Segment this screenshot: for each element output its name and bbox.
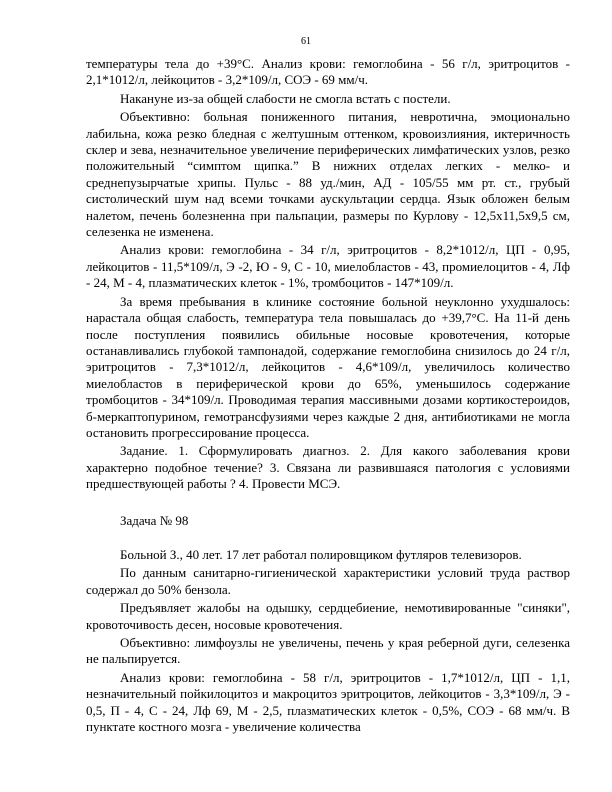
paragraph: За время пребывания в клинике состояние больной неуклонно ухудшалось: нарастала общая слабость, температура тела повышалась до +39,7°С. На 11-й день после поступления появились обильные носовые кровотечения, которые останавливались глубокой тампонадой, содержание гемоглобина снизилось до 24 г/л, эритроцитов - 7,3*1012/л, лейкоцитов - 4,6*109/л, увеличилось количество миелобластов в периферической крови до 65%, уменьшилось содержание тромбоцитов - 34*109/л. Проводимая терапия массивными дозами кортикостероидов, б-меркаптопурином, гемотрансфузиями через каждые 2 дня, антибиотиками не могла остановить прогрессирование процесса. <box>86 293 570 440</box>
paragraph: Анализ крови: гемоглобина - 34 г/л, эритроцитов - 8,2*1012/л, ЦП - 0,95, лейкоцитов - 11,5*109/л, Э -2, Ю - 9, С - 10, миелобластов - 43, промиелоцитов - 4, Лф - 24, М - 4, плазматических клеток - 1%, тромбоцитов - 147*109/л. <box>86 242 570 291</box>
paragraph: Больной З., 40 лет. 17 лет работал полировщиком футляров телевизоров. <box>120 546 522 562</box>
paragraph: Объективно: лимфоузлы не увеличены, печень у края реберной дуги, селезенка не пальпируется. <box>86 635 570 667</box>
task-heading: Задача № 98 <box>120 512 189 528</box>
paragraph-continuation: температуры тела до +39°С. Анализ крови: гемоглобина - 56 г/л, эритроцитов - 2,1*1012/л, лейкоцитов - 3,2*109/л, СОЭ - 69 мм/ч. <box>86 56 570 88</box>
page-content <box>86 56 570 737</box>
paragraph: Накануне из-за общей слабости не смогла встать с постели. <box>120 90 451 106</box>
task-assignment: Задание. 1. Сформулировать диагноз. 2. Для какого заболевания крови характерно подобное течение? 3. Связана ли развившаяся патология с условиями предшествующей работы ? 4. Провести МСЭ. <box>86 443 570 492</box>
paragraph: Анализ крови: гемоглобина - 58 г/л, эритроцитов - 1,7*1012/л, ЦП - 1,1, незначительный пойкилоцитоз и макроцитоз эритроцитов, лейкоцитов - 3,3*109/л, Э - 0,5, П - 4, С - 24, Лф 69, М - 2,5, плазматических клеток - 0,5%, СОЭ - 68 мм/ч. В пунктате костного мозга - увеличение количества <box>86 669 570 735</box>
paragraph: По данным санитарно-гигиенической характеристики условий труда раствор содержал до 50% бензола. <box>86 565 570 597</box>
page-number: 61 <box>301 36 311 47</box>
paragraph: Объективно: больная пониженного питания, невротична, эмоционально лабильна, кожа резко бледная с желтушным оттенком, кровоизлияния, иктеричность склер и зева, незначительное увеличение периферических лимфатических узлов, резко положительный “симптом щипка.” В нижних отделах легких - мелко- и среднепузырчатые хрипы. Пульс - 88 уд./мин, АД - 105/55 мм рт. ст., грубый систолический шум над всеми точками аускультации сердца. Язык обложен белым налетом, печень болезненна при пальпации, размеры по Курлову - 12,5x11,5x9,5 см, селезенка не изменена. <box>86 109 570 240</box>
paragraph: Предъявляет жалобы на одышку, сердцебиение, немотивированные "синяки", кровоточивость десен, носовые кровотечения. <box>86 600 570 632</box>
